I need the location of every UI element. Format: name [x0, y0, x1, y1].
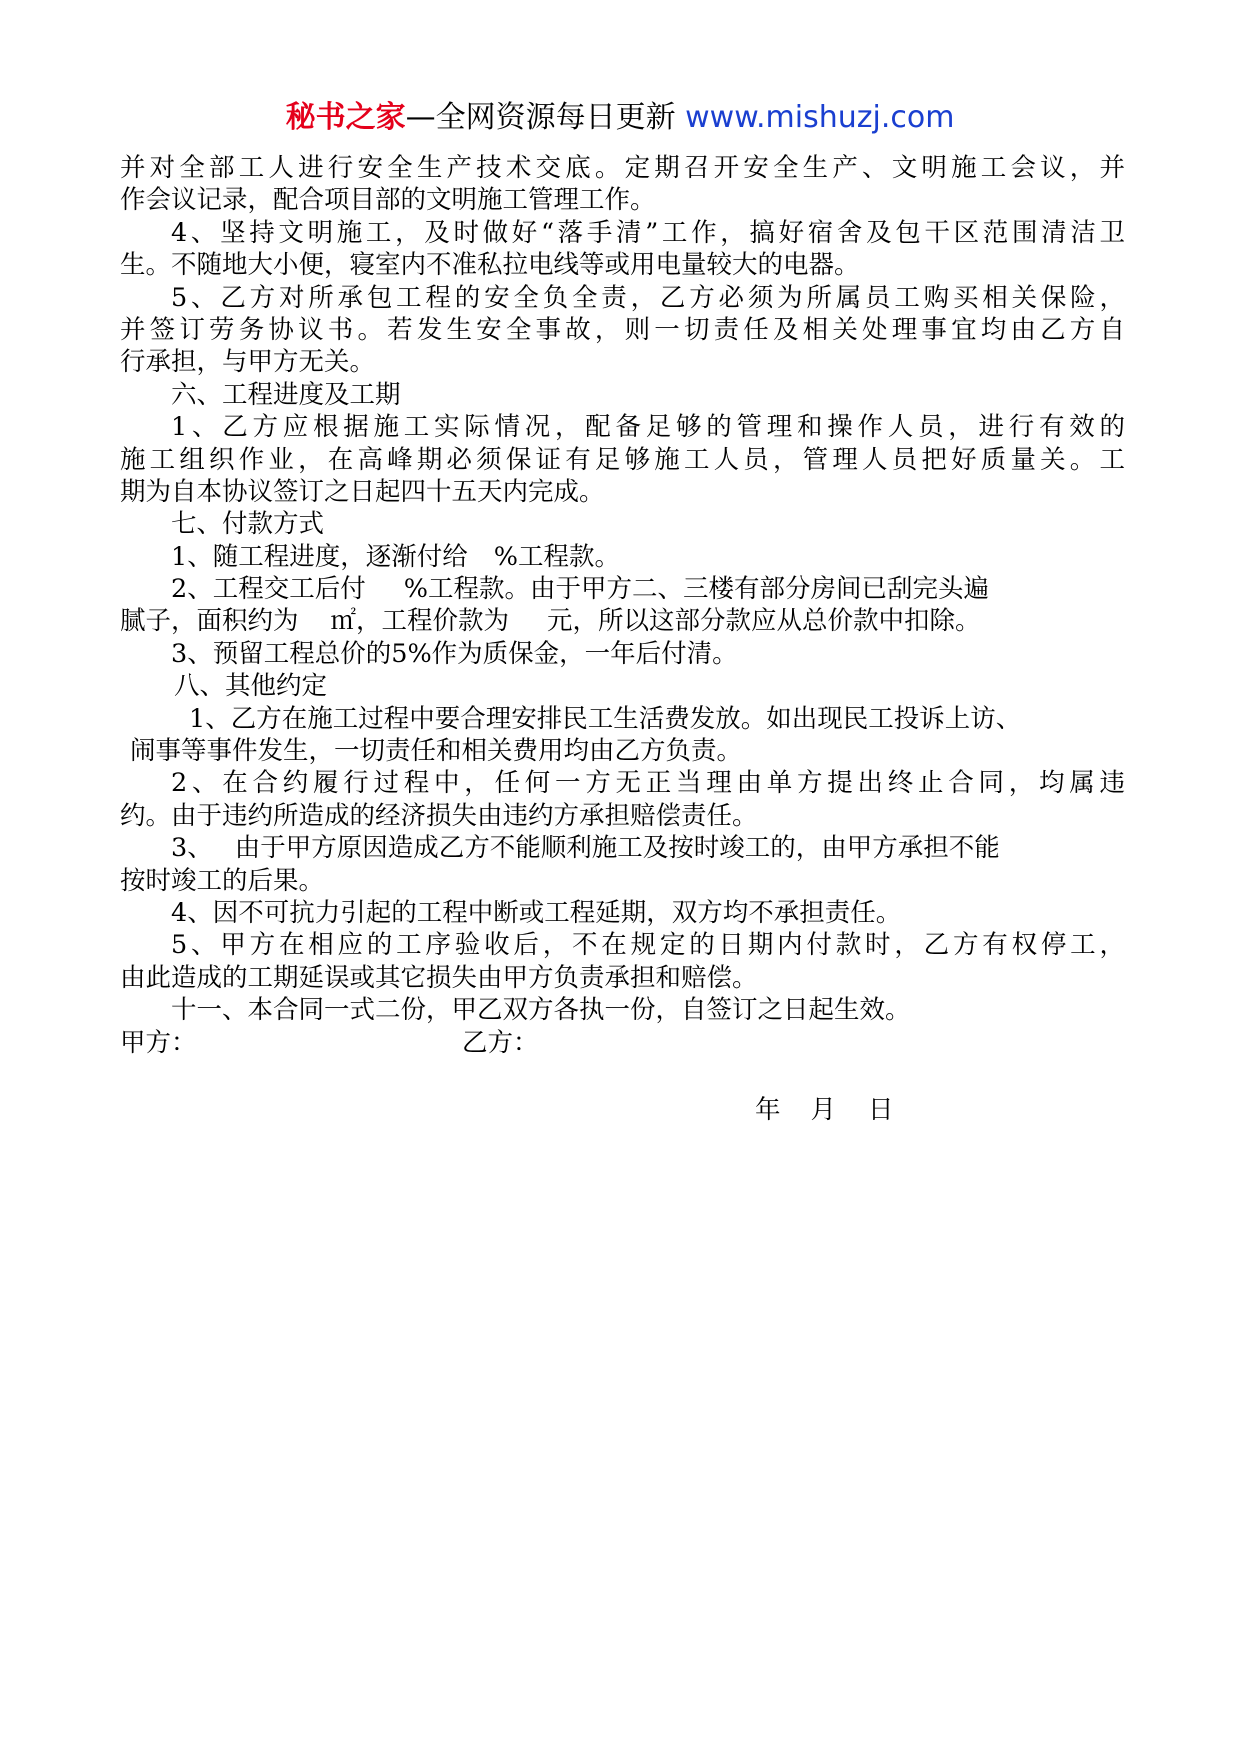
text-segment: 由于甲方原因造成乙方不能顺利施工及按时竣工的，由甲方承担不能	[234, 833, 1000, 864]
text-segment: 腻子，面积约为	[120, 606, 299, 637]
section-heading: 八、其他约定	[174, 671, 328, 702]
text-segment: ㎡，工程价款为	[330, 606, 510, 637]
text-line: 并签订劳务协议书。若发生安全事故，则一切责任及相关处理事宜均由乙方自	[120, 314, 1125, 345]
text-segment: 3、	[171, 833, 213, 864]
text-line: 4、坚持文明施工，及时做好“落手清”工作，搞好宿舍及包干区范围清洁卫	[171, 217, 1125, 248]
text-segment: 2、工程交工后付	[171, 574, 366, 605]
header-tagline: —全网资源每日更新	[405, 100, 686, 135]
text-segment: 1、随工程进度，逐渐付给	[171, 541, 468, 572]
date-month: 月	[810, 1095, 837, 1125]
date-day: 日	[868, 1095, 894, 1125]
text-segment: %工程款。	[493, 541, 620, 572]
text-line	[120, 605, 1125, 637]
text-line: 行承担，与甲方无关。	[120, 347, 376, 378]
text-line: 4、因不可抗力引起的工程中断或工程延期，双方均不承担责任。	[171, 897, 902, 928]
text-line: 期为自本协议签订之日起四十五天内完成。	[120, 476, 605, 507]
text-line: 1、乙方在施工过程中要合理安排民工生活费发放。如出现民工投诉上访、	[189, 703, 1022, 734]
text-line: 由此造成的工期延误或其它损失由甲方负责承担和赔偿。	[120, 962, 758, 993]
text-line	[120, 541, 1125, 573]
text-line: 闹事等事件发生，一切责任和相关费用均由乙方负责。	[130, 736, 743, 767]
text-line: 2、在合约履行过程中，任何一方无正当理由单方提出终止合同，均属违	[171, 768, 1125, 799]
text-segment: 元，所以这部分款应从总价款中扣除。	[547, 606, 981, 637]
signature-row	[120, 1027, 1125, 1059]
text-line: 施工组织作业，在高峰期必须保证有足够施工人员，管理人员把好质量关。工	[120, 444, 1125, 475]
text-line: 3、预留工程总价的5%作为质保金，一年后付清。	[171, 638, 738, 669]
date-year: 年	[755, 1095, 781, 1125]
section-heading: 七、付款方式	[171, 509, 325, 540]
text-line	[120, 573, 1125, 605]
text-line: 1、乙方应根据施工实际情况，配备足够的管理和操作人员，进行有效的	[171, 412, 1125, 443]
header-url-link[interactable]: www.mishuzj.com	[685, 100, 955, 135]
contract-body	[120, 152, 1125, 1059]
text-line: 作会议记录，配合项目部的文明施工管理工作。	[120, 185, 656, 216]
section-heading: 六、工程进度及工期	[171, 379, 401, 410]
text-line: 十一、本合同一式二份，甲乙双方各执一份，自签订之日起生效。	[171, 995, 911, 1026]
site-header	[0, 96, 1240, 140]
text-line	[120, 832, 1125, 864]
text-line: 生。不随地大小便，寝室内不准私拉电线等或用电量较大的电器。	[120, 250, 860, 281]
signature-date	[755, 1094, 894, 1126]
text-line: 并对全部工人进行安全生产技术交底。定期召开安全生产、文明施工会议，并	[120, 153, 1125, 183]
party-b-label: 乙方：	[462, 1027, 539, 1058]
text-line: 5、甲方在相应的工序验收后，不在规定的日期内付款时，乙方有权停工，	[171, 930, 1125, 961]
party-a-label: 甲方：	[120, 1027, 197, 1058]
text-line: 5、乙方对所承包工程的安全负全责，乙方必须为所属员工购买相关保险，	[171, 282, 1125, 313]
brand-name: 秘书之家	[285, 100, 406, 135]
text-line: 按时竣工的后果。	[120, 865, 325, 896]
text-line: 约。由于违约所造成的经济损失由违约方承担赔偿责任。	[120, 800, 758, 831]
text-segment: %工程款。由于甲方二、三楼有部分房间已刮完头遍	[403, 574, 989, 605]
